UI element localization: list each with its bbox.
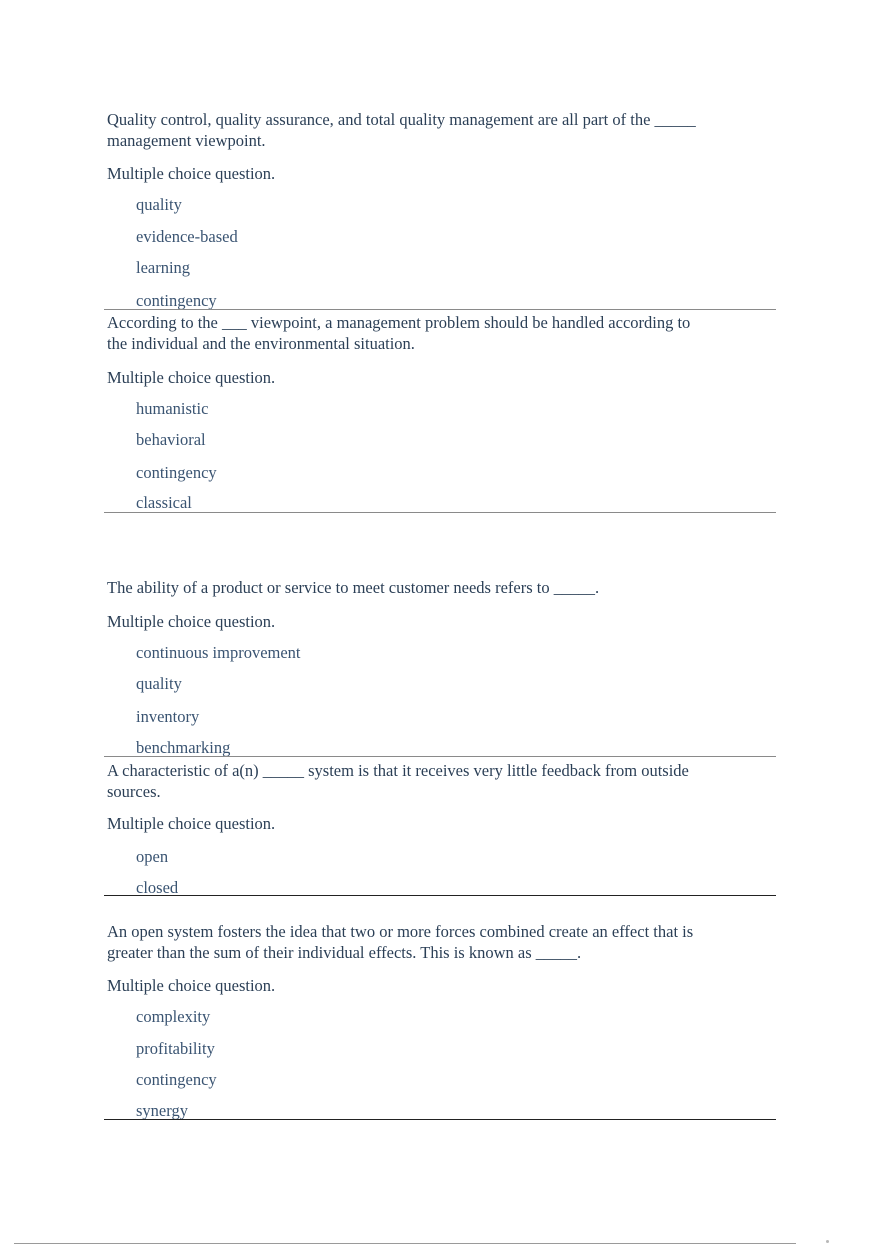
answer-option[interactable]: contingency [136, 291, 217, 310]
question-type-label: Multiple choice question. [107, 814, 276, 833]
question-text: Quality control, quality assurance, and total quality management are all part of the _____ management viewpoint. [107, 110, 696, 150]
answer-option[interactable]: evidence-based [136, 227, 238, 246]
answer-option[interactable]: profitability [136, 1039, 215, 1058]
answer-option[interactable]: open [136, 847, 169, 866]
question-divider [104, 1119, 776, 1120]
question-type-label: Multiple choice question. [107, 976, 276, 995]
question-type-label: Multiple choice question. [107, 612, 276, 631]
answer-option[interactable]: contingency [136, 1070, 217, 1089]
question-type-label: Multiple choice question. [107, 164, 276, 183]
question-divider [104, 309, 776, 310]
question-divider [104, 895, 776, 896]
question-text: A characteristic of a(n) _____ system is that it receives very little feedback from outside sources. [107, 761, 689, 801]
answer-option[interactable]: continuous improvement [136, 643, 301, 662]
answer-option[interactable]: benchmarking [136, 738, 231, 757]
answer-option[interactable]: closed [136, 878, 179, 897]
question-text: According to the ___ viewpoint, a management problem should be handled according to the individual and the environmental situation. [107, 313, 691, 353]
answer-option[interactable]: humanistic [136, 399, 209, 418]
answer-option[interactable]: contingency [136, 463, 217, 482]
answer-option[interactable]: classical [136, 493, 192, 512]
answer-option[interactable]: synergy [136, 1101, 188, 1120]
answer-option[interactable]: quality [136, 195, 182, 214]
question-type-label: Multiple choice question. [107, 368, 276, 387]
answer-option[interactable]: complexity [136, 1007, 211, 1026]
answer-option[interactable]: behavioral [136, 430, 206, 449]
question-divider [104, 756, 776, 757]
question-divider [104, 512, 776, 513]
footer-mark [826, 1240, 829, 1243]
answer-option[interactable]: inventory [136, 707, 200, 726]
question-text: An open system fosters the idea that two or more forces combined create an effect that is greater than the sum of their individual effects. This is known as _____. [107, 922, 694, 962]
answer-option[interactable]: learning [136, 258, 191, 277]
question-text: The ability of a product or service to meet customer needs refers to _____. [107, 578, 600, 597]
answer-option[interactable]: quality [136, 674, 182, 693]
footer-rule [14, 1243, 796, 1244]
